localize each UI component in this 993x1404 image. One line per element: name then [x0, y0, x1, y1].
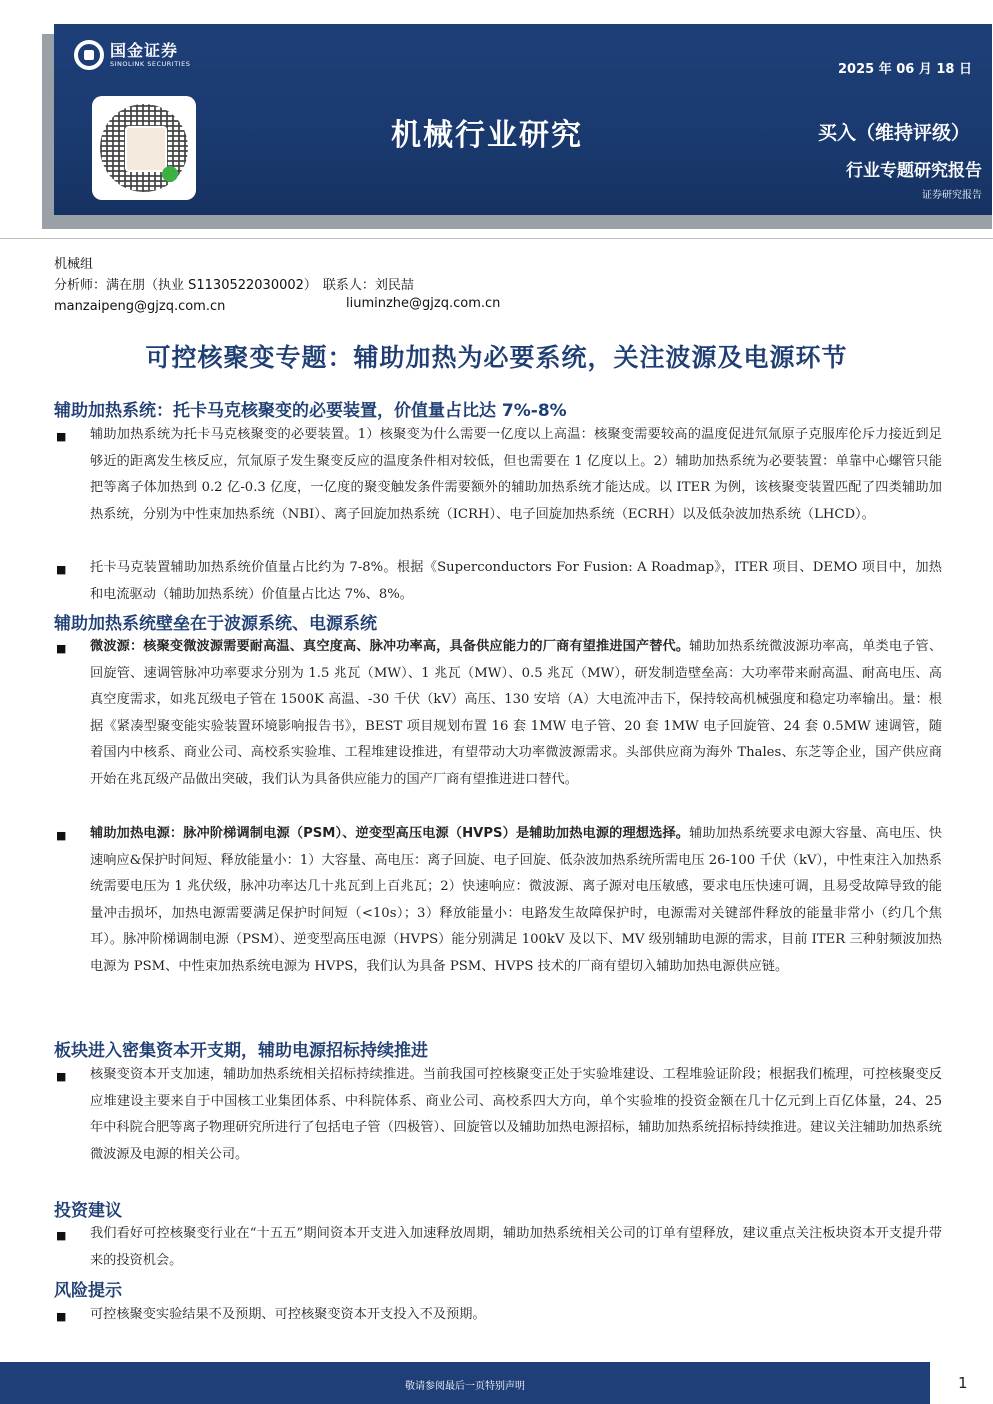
bullet-icon: ■ — [56, 1070, 67, 1083]
logo-name-en: SINOLINK SECURITIES — [110, 59, 191, 68]
paragraph-lead: 微波源：核聚变微波源需要耐高温、真空度高、脉冲功率高，具备供应能力的厂商有望推进国产替代。 — [90, 639, 690, 654]
bullet-icon: ■ — [56, 563, 67, 576]
contact-email[interactable]: liuminzhe@gjzq.com.cn — [346, 296, 501, 311]
rating-label: 买入（维持评级） — [817, 122, 970, 144]
paragraph: 可控核聚变实验结果不及预期、可控核聚变资本开支投入不及预期。 — [90, 1307, 486, 1322]
header-divider — [0, 238, 993, 239]
paragraph-body: 辅助加热系统要求电源大容量、高电压、快速响应&保护时间短、释放能量小：1）大容量、高电压：离子回旋、电子回旋、低杂波加热系统所需电压 26-100 千伏（kV），中性束注入加热系统需要电压为 1 兆伏级，脉冲功率达几十兆瓦到上百兆瓦；2）快速响应：微波源、离子源对电压敏感，要求电压快速可调，且易受故障导致的能量冲击损坏，加热电源需要满足保护时间短（<10s）；3）释放能量小：电路发生故障保护时，电源需对关键部件释放的能量非常小（约几个焦耳）。脉冲阶梯调制电源（PSM）、逆变型高压电源（HVPS）能分别满足 100kV 及以下、MV 级别辅助电源的需求，目前 ITER 三种射频波加热电源为 PSM、中性束加热系统电源为 HVPS，我们认为具备 PSM、HVPS 技术的厂商有望切入辅助加热电源供应链。 — [90, 826, 943, 974]
footer-disclaimer: 敬请参阅最后一页特别声明 — [405, 1381, 525, 1392]
analyst-info: 分析师：满在朋（执业 S1130522030002） — [54, 278, 317, 293]
section-heading-investment: 投资建议 — [54, 1201, 122, 1221]
bullet-icon: ■ — [56, 430, 67, 443]
report-title: 可控核聚变专题：辅助加热为必要系统，关注波源及电源环节 — [145, 343, 848, 372]
contact-info: 联系人：刘民喆 — [322, 278, 414, 293]
section-heading-aux-heating: 辅助加热系统：托卡马克核聚变的必要装置，价值量占比达 7%-8% — [54, 401, 567, 421]
team-group: 机械组 — [54, 257, 94, 272]
logo-name-cn: 国金证券 — [110, 40, 179, 60]
bullet-icon: ■ — [56, 1229, 67, 1242]
report-date: 2025 年 06 月 18 日 — [838, 62, 972, 77]
paragraph-microwave — [90, 634, 942, 793]
paragraph-power-supply — [90, 821, 942, 980]
bullet-icon: ■ — [56, 1310, 67, 1323]
paragraph-lead: 辅助加热电源：脉冲阶梯调制电源（PSM）、逆变型高压电源（HVPS）是辅助加热电源的理想选择。 — [90, 826, 690, 841]
qr-code-icon — [92, 96, 196, 200]
logo-icon — [74, 40, 104, 70]
paragraph-body: 辅助加热系统微波源功率高，单类电子管、回旋管、速调管脉冲功率要求分别为 1.5 兆瓦（MW）、1 兆瓦（MW）、0.5 兆瓦（MW），研发制造壁垒高：大功率带来耐高温、耐高电压、高真空度需求，如兆瓦级电子管在 1500K 高温、-30 千伏（kV）高压、130 安培（A）大电流冲击下，保持较高机械强度和稳定功率输出。量：根据《紧凑型聚变能实验装置环境影响报告书》，BEST 项目规划布置 16 套 1MW 电子管、20 套 1MW 电子回旋管、24 套 0.5MW 速调管，随着国内中核系、商业公司、高校系实验堆、工程堆建设推进，有望带动大功率微波源需求。头部供应商为海外 Thales、东芝等企业，国产供应商开始在兆瓦级产品做出突破，我们认为具备供应能力的国产厂商有望推进进口替代。 — [90, 639, 943, 787]
paragraph: 辅助加热系统为托卡马克核聚变的必要装置。1）核聚变为什么需要一亿度以上高温：核聚变需要较高的温度促进氘氚原子克服库伦斥力接近到足够近的距离发生核反应，氘氚原子发生聚变反应的温度条件相对较低，但也需要在 1 亿度以上。2）辅助加热系统为必要装置：单靠中心螺管只能把等离子体加热到 0.2 亿-0.3 亿度，一亿度的聚变触发条件需要额外的辅助加热系统才能达成。以 ITER 为例，该核聚变装置匹配了四类辅助加热系统，分别为中性束加热系统（NBI）、离子回旋加热系统（ICRH）、电子回旋加热系统（ECRH）以及低杂波加热系统（LHCD）。 — [90, 427, 942, 522]
company-logo — [74, 40, 190, 70]
section-heading-risk: 风险提示 — [54, 1281, 122, 1301]
section-heading-barriers: 辅助加热系统壁垒在于波源系统、电源系统 — [54, 614, 377, 634]
industry-title: 机械行业研究 — [391, 118, 583, 153]
paragraph: 托卡马克装置辅助加热系统价值量占比约为 7-8%。根据《Superconductors For Fusion: A Roadmap》，ITER 项目、DEMO 项目中，加热和电流驱动（辅助加热系统）价值量占比达 7%、8%。 — [90, 560, 942, 602]
page-number: 1 — [958, 1374, 968, 1392]
section-heading-capex: 板块进入密集资本开支期，辅助电源招标持续推进 — [54, 1041, 428, 1061]
report-subtype: 证券研究报告 — [922, 190, 982, 201]
bullet-icon: ■ — [56, 642, 67, 655]
paragraph: 我们看好可控核聚变行业在“十五五”期间资本开支进入加速释放周期，辅助加热系统相关公司的订单有望释放，建议重点关注板块资本开支提升带来的投资机会。 — [90, 1226, 942, 1268]
bullet-icon: ■ — [56, 829, 67, 842]
analyst-email[interactable]: manzaipeng@gjzq.com.cn — [54, 299, 226, 314]
report-type: 行业专题研究报告 — [846, 161, 982, 181]
paragraph: 核聚变资本开支加速，辅助加热系统相关招标持续推进。当前我国可控核聚变正处于实验堆建设、工程堆验证阶段；根据我们梳理，可控核聚变反应堆建设主要来自于中国核工业集团体系、中科院体系、商业公司、高校系四大方向，单个实验堆的投资金额在几十亿元到上百亿体量，24、25 年中科院合肥等离子物理研究所进行了包括电子管（四极管）、回旋管以及辅助加热电源招标，辅助加热系统招标持续推进。建议关注辅助加热系统微波源及电源的相关公司。 — [90, 1067, 942, 1162]
header-banner — [54, 24, 992, 215]
